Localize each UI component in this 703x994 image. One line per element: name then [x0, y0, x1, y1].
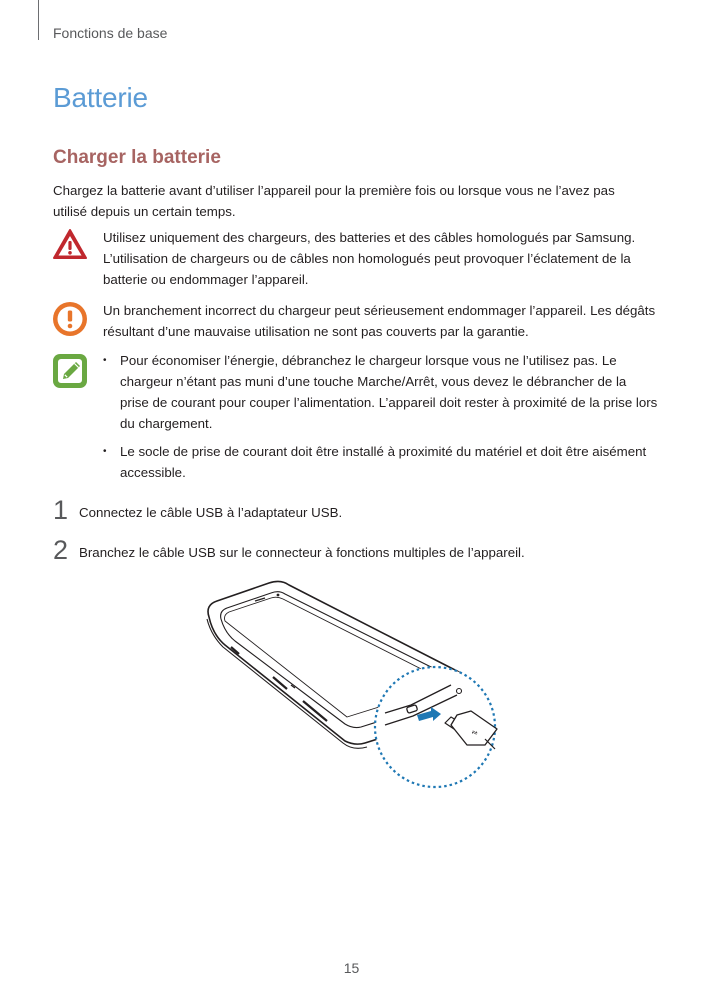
section-header: Fonctions de base	[53, 25, 168, 41]
caution-text: Un branchement incorrect du chargeur peut sérieusement endommager l’appareil. Les dégâts résultant d’une mauvaise utilisation ne sont pas couverts par la garantie.	[103, 303, 656, 339]
phone-usb-charging-illustration	[195, 575, 500, 790]
svg-text:⇌: ⇌	[470, 727, 480, 738]
intro-paragraph: Chargez la batterie avant d’utiliser l’appareil pour la première fois ou lorsque vous ne l’avez pas utilisé depuis un certain temps.	[53, 183, 615, 219]
header-rule	[38, 0, 39, 40]
tip-item: • Le socle de prise de courant doit être installé à proximité du matériel et doit être aisément accessible.	[103, 441, 658, 483]
step-text: Connectez le câble USB à l’adaptateur USB.	[79, 505, 343, 520]
step-number: 2	[53, 535, 69, 565]
page-number: 15	[343, 960, 360, 976]
step-number: 1	[53, 495, 69, 525]
warning-triangle-icon	[52, 228, 88, 260]
warning-text: Utilisez uniquement des chargeurs, des batteries et des câbles homologués par Samsung. L’utilisation de chargeurs ou de câbles non homologués peut provoquer l’éclatement de la batterie ou endommager l’appareil.	[103, 230, 636, 287]
caution-exclamation-icon	[52, 301, 88, 337]
note-pencil-icon	[52, 353, 88, 389]
section-subtitle: Charger la batterie	[53, 147, 221, 168]
tips-note	[103, 350, 658, 490]
step-text: Branchez le câble USB sur le connecteur à fonctions multiples de l’appareil.	[79, 545, 525, 560]
tip-item: • Pour économiser l’énergie, débranchez le chargeur lorsque vous ne l’utilisez pas. Le chargeur n’étant pas muni d’une touche Marche/Arrêt, vous devez le débrancher de la prise de courant pour couper l’alimentation. L’appareil doit rester à proximité de la prise lors du chargement.	[103, 350, 658, 434]
page-title: Batterie	[53, 82, 148, 113]
